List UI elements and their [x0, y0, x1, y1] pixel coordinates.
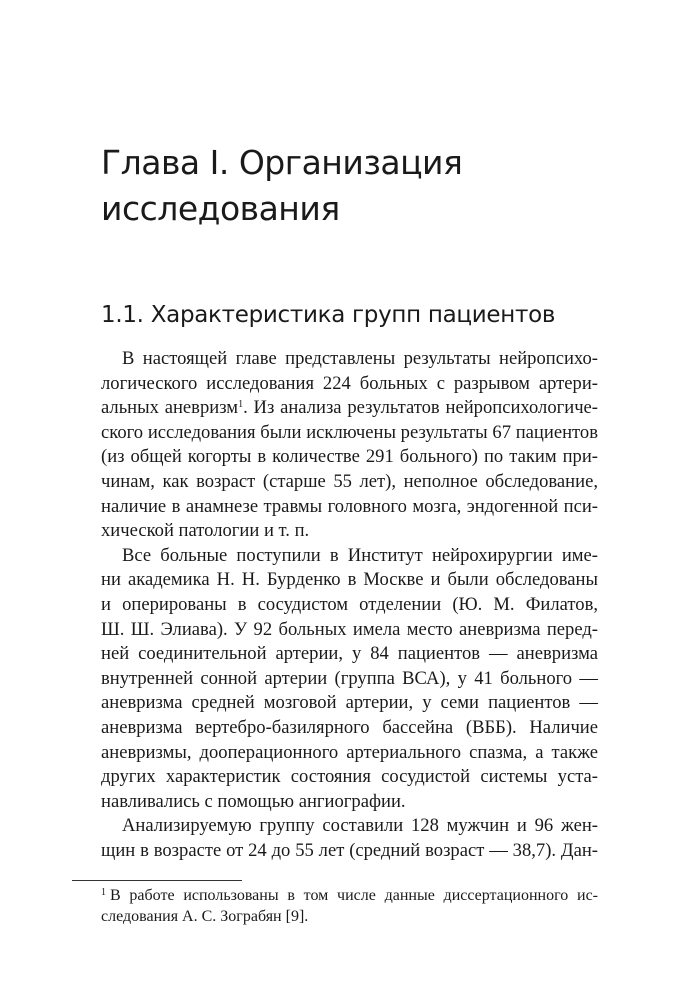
footnote-line-1: [101, 885, 598, 906]
paragraph-3-line: Анализируемую группу составили 128 мужчин и 96 жен-: [122, 815, 598, 837]
paragraph-3-line: щин в возрасте от 24 до 55 лет (средний возраст — 38,7). Дан-: [101, 839, 598, 861]
paragraph-1-line: ского исследования были исключены результаты 67 пациентов: [101, 421, 598, 443]
footnote-mark: 1: [101, 887, 106, 898]
paragraph-2-line: других характеристик состояния сосудистой системы уста-: [101, 766, 598, 788]
footnote-text-1: В работе использованы в том числе данные диссертационного ис-: [110, 887, 598, 904]
chapter-title: [101, 140, 601, 232]
footnote: [101, 885, 598, 927]
chapter-title-line-1: Глава I. Организация: [101, 143, 463, 182]
paragraph-1-line-start: альных аневризм: [101, 397, 239, 419]
paragraph-1-line: чинам, как возраст (старше 55 лет), неполное обследование,: [101, 470, 598, 492]
paragraph-1-line-end: . Из анализа результатов нейропсихологиче-: [243, 397, 598, 419]
paragraph-1-line: хической патологии и т. п.: [101, 520, 310, 542]
paragraph-2-line: навливались с помощью ангиографии.: [101, 790, 406, 812]
paragraph-2-line: Все больные поступили в Институт нейрохирургии име-: [122, 544, 598, 566]
body-text: [101, 347, 598, 863]
paragraph-2-line: ней соединительной артерии, у 84 пациентов — аневризма: [101, 643, 598, 665]
paragraph-2-line: Ш. Ш. Элиава). У 92 больных имела место аневризма перед-: [101, 618, 598, 640]
paragraph-1-line: (из общей когорты в количестве 291 больного) по таким при-: [101, 446, 598, 468]
paragraph-2-line: ни академика Н. Н. Бурденко в Москве и были обследованы: [101, 569, 598, 591]
paragraph-2-line: аневризма средней мозговой артерии, у семи пациентов —: [101, 692, 598, 714]
footnote-reference[interactable]: 1: [238, 399, 244, 411]
paragraph-1-line-with-footnote: [101, 396, 598, 421]
paragraph-2-line: внутренней сонной артерии (группа ВСА), у 41 больного —: [101, 667, 598, 689]
footnote-line-2: следования А. С. Зограбян [9].: [101, 908, 309, 925]
chapter-title-line-2: исследования: [101, 189, 340, 228]
paragraph-2-line: аневризма вертебро-базилярного бассейна (ВББ). Наличие: [101, 716, 598, 738]
paragraph-2-line: аневризмы, дооперационного артериального спазма, а также: [101, 741, 598, 763]
paragraph-1-line: наличие в анамнезе травмы головного мозга, эндогенной пси-: [101, 495, 598, 517]
paragraph-1-line: В настоящей главе представлены результаты нейропсихо-: [122, 348, 598, 369]
section-title: 1.1. Характеристика групп пациентов: [101, 302, 556, 328]
paragraph-1-line: логического исследования 224 больных с разрывом артери-: [101, 372, 598, 394]
footnote-divider: [72, 880, 242, 881]
paragraph-2-line: и оперированы в сосудистом отделении (Ю. М. Филатов,: [101, 593, 598, 615]
